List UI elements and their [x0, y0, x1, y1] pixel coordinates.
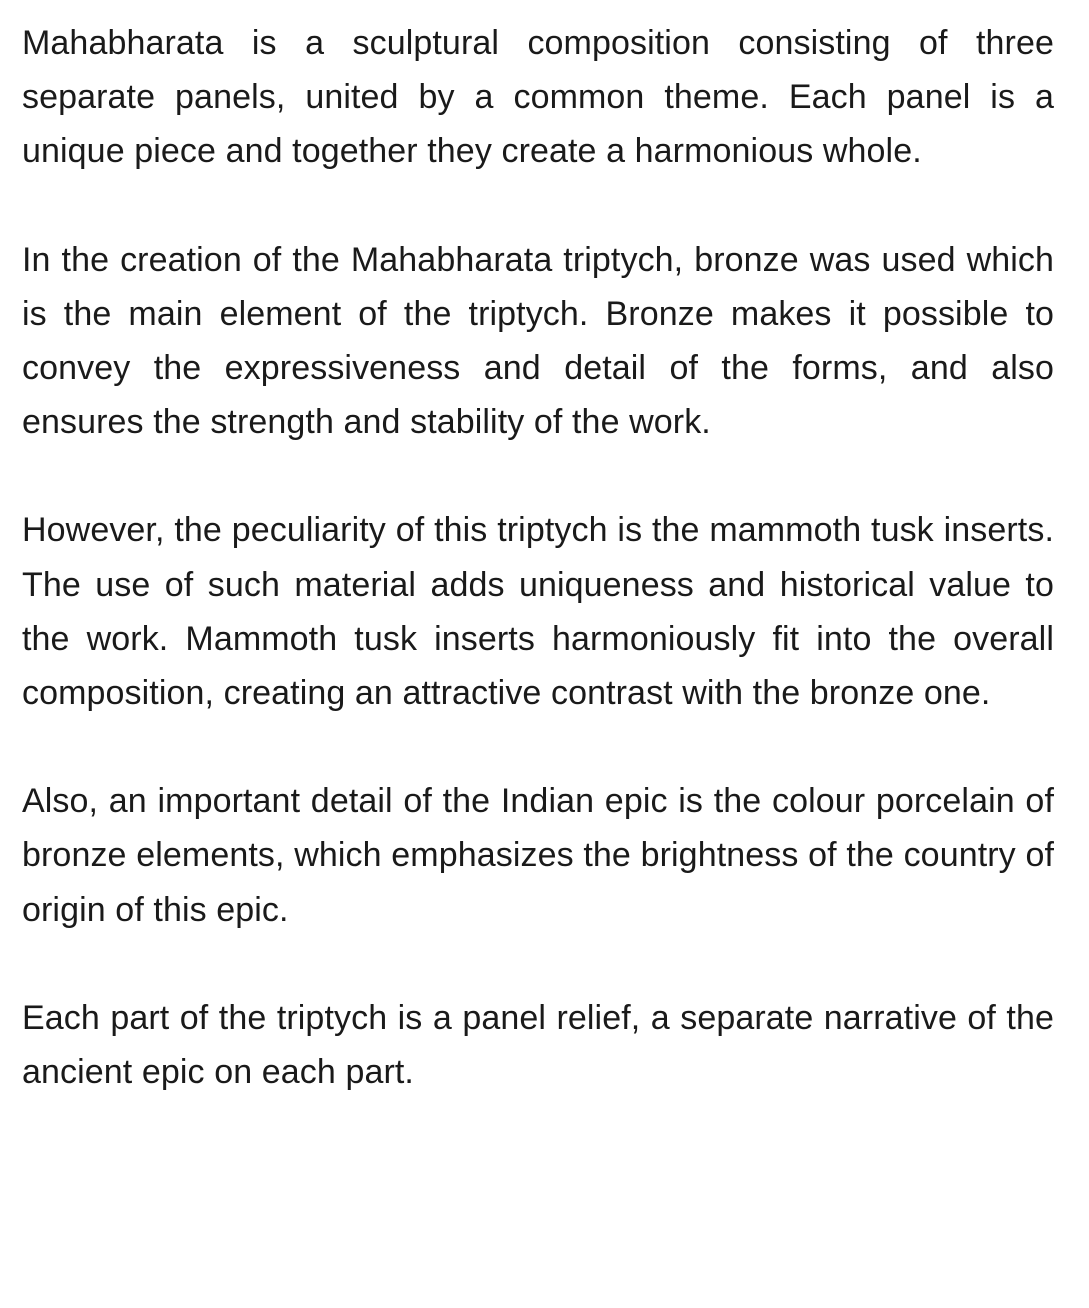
paragraph-panel-relief: Each part of the triptych is a panel relief, a separate narrative of the ancient epic on each part.: [22, 998, 1054, 1092]
document-body: [22, 16, 1054, 1099]
paragraph-intro: Mahabharata is a sculptural composition consisting of three separate panels, united by a common theme. Each panel is a unique piece and together they create a harmonious whole.: [22, 24, 1054, 171]
paragraph-mammoth-tusk: However, the peculiarity of this triptych is the mammoth tusk inserts. The use of such material adds uniqueness and historical value to the work. Mammoth tusk inserts harmoniously fit into the overall composition, creating an attractive contrast with the bronze one.: [22, 511, 1054, 713]
paragraph-bronze: In the creation of the Mahabharata triptych, bronze was used which is the main element of the triptych. Bronze makes it possible to convey the expressiveness and detail of the forms, and also ensures the strength and stability of the work.: [22, 240, 1054, 442]
paragraph-porcelain: Also, an important detail of the Indian epic is the colour porcelain of bronze elements, which emphasizes the brightness of the country of origin of this epic.: [22, 782, 1054, 929]
